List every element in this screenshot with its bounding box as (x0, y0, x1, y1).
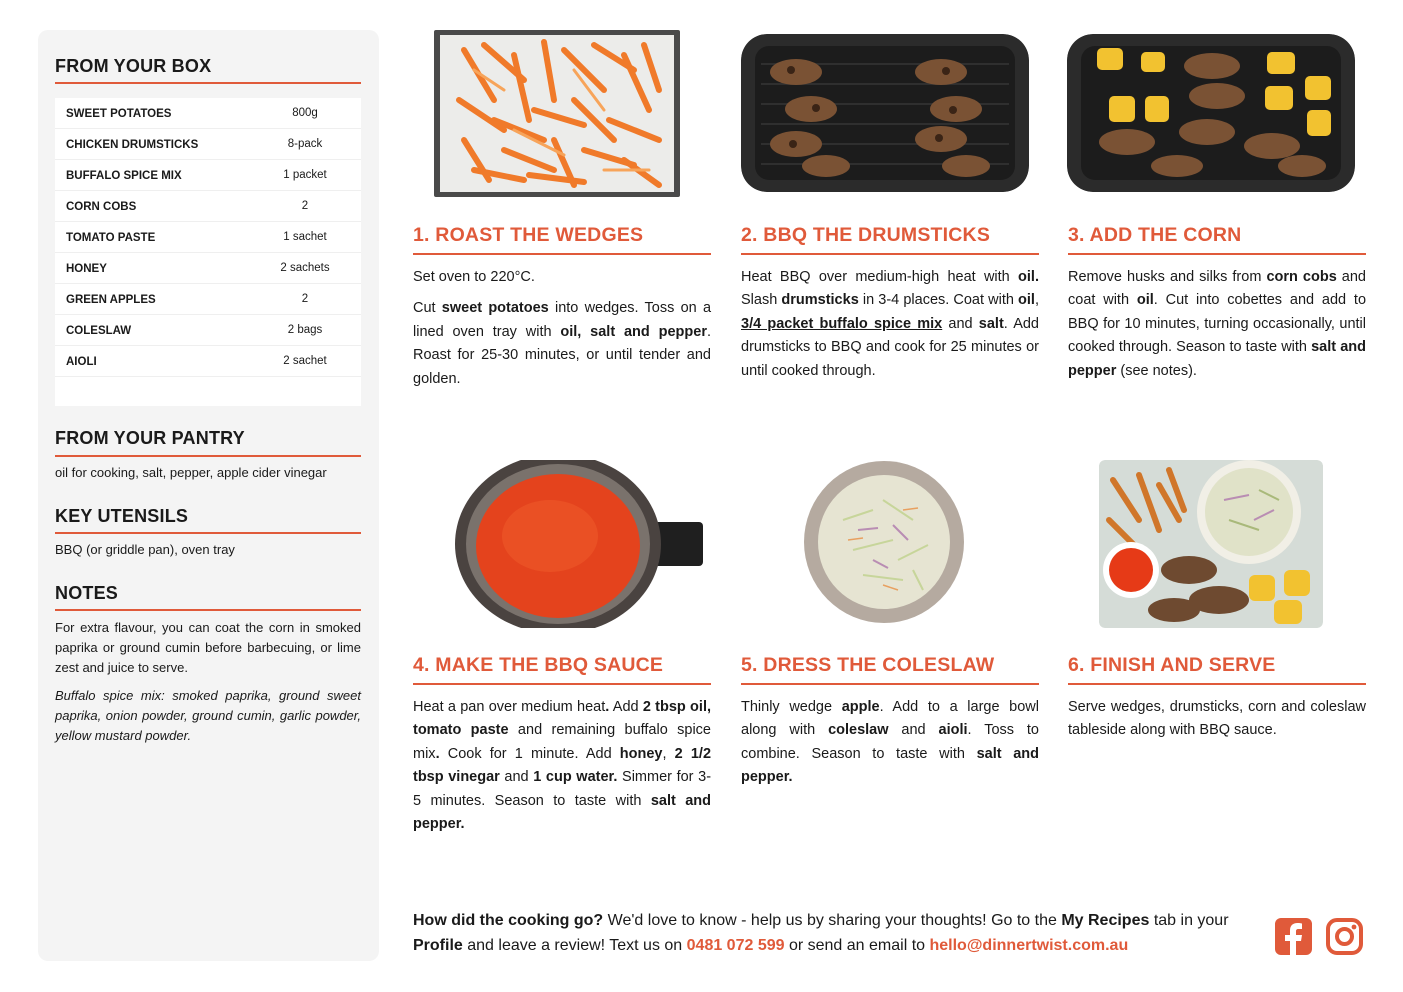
step-divider (741, 683, 1039, 685)
step-4-title: 4. MAKE THE BBQ SAUCE (413, 654, 664, 676)
table-row: GREEN APPLES 2 (55, 284, 361, 315)
table-row: SWEET POTATOES 800g (55, 98, 361, 129)
bbq-sauce-photo (455, 460, 703, 628)
step-5-instructions: Thinly wedge apple. Add to a large bowl along with coleslaw and aioli. Toss to combine. Season to taste with salt and pepper. (741, 699, 1040, 786)
table-row: CORN COBS 2 (55, 191, 361, 222)
step-divider (1068, 253, 1366, 255)
step-3-title: 3. ADD THE CORN (1068, 224, 1242, 246)
from-your-box-title: FROM YOUR BOX (55, 56, 212, 76)
facebook-icon[interactable] (1275, 918, 1312, 955)
title-divider (55, 532, 361, 534)
table-row: AIOLI 2 sachet (55, 346, 361, 377)
step-6-instructions: Serve wedges, drumsticks, corn and coleslaw tableside along with BBQ sauce. (1068, 699, 1366, 739)
table-row: COLESLAW 2 bags (55, 315, 361, 346)
box-ingredients-table (55, 98, 361, 406)
step-divider (741, 253, 1039, 255)
step-4-instructions: Heat a pan over medium heat. Add 2 tbsp oil, tomato paste and remaining buffalo spice mix. Cook for 1 minute. Add honey, 2 1/2 tbsp vinegar and 1 cup water. Simmer for 3-5 minutes. Season to taste with salt and pepper. (413, 699, 712, 833)
step-3-instructions: Remove husks and silks from corn cobs and coat with oil. Cut into cobettes and add to BBQ for 10 minutes, turning occasionally, until cooked through. Season to taste with salt and pepper (see notes). (1068, 269, 1367, 379)
step-6-title: 6. FINISH AND SERVE (1068, 654, 1276, 676)
utensils-text: BBQ (or griddle pan), oven tray (55, 542, 235, 557)
bbq-drumsticks-photo (741, 34, 1029, 192)
step-2-instructions: Heat BBQ over medium-high heat with oil. Slash drumsticks in 3-4 places. Coat with oil, 3/4 packet buffalo spice mix and salt. Add drumsticks to BBQ and cook for 25 minutes or until cooked through. (741, 269, 1039, 379)
step-1-instructions: Set oven to 220°C. Cut sweet potatoes into wedges. Toss on a lined oven tray with oil, salt and pepper. Roast for 25-30 minutes, or until tender and golden. (413, 269, 712, 387)
profile-link[interactable]: Profile (413, 937, 463, 954)
table-row: HONEY 2 sachets (55, 253, 361, 284)
table-row: CHICKEN DRUMSTICKS 8-pack (55, 129, 361, 160)
step-2-title: 2. BBQ THE DRUMSTICKS (741, 224, 991, 246)
step-5-title: 5. DRESS THE COLESLAW (741, 654, 995, 676)
instagram-icon[interactable] (1326, 918, 1363, 955)
notes-text: For extra flavour, you can coat the corn in smoked paprika or ground cumin before barbecuing, or lime zest and juice to serve. (55, 620, 361, 675)
pantry-text: oil for cooking, salt, pepper, apple cider vinegar (55, 465, 327, 480)
step-divider (1068, 683, 1366, 685)
from-your-pantry-title: FROM YOUR PANTRY (55, 428, 245, 448)
title-divider (55, 455, 361, 457)
notes-title: NOTES (55, 583, 119, 603)
finish-serve-photo (1099, 460, 1323, 628)
step-divider (413, 683, 711, 685)
title-divider (55, 82, 361, 84)
ingredients-sidebar (38, 30, 379, 961)
step-1-title: 1. ROAST THE WEDGES (413, 224, 644, 246)
spice-mix-note: Buffalo spice mix: smoked paprika, ground sweet paprika, onion powder, ground cumin, garlic powder, yellow mustard powder. (55, 688, 361, 743)
table-row: BUFFALO SPICE MIX 1 packet (55, 160, 361, 191)
roast-wedges-photo (434, 30, 680, 197)
phone-link[interactable]: 0481 072 599 (686, 937, 785, 954)
email-link[interactable]: hello@dinnertwist.com.au (929, 937, 1129, 954)
table-row: TOMATO PASTE 1 sachet (55, 222, 361, 253)
feedback-footer: How did the cooking go? We'd love to know - help us by sharing your thoughts! Go to the My Recipes tab in your Profile and leave a review! Text us on 0481 072 599 or send an email to hello@dinnertwist.com.au (413, 912, 1229, 954)
key-utensils-title: KEY UTENSILS (55, 506, 189, 526)
my-recipes-link[interactable]: My Recipes (1061, 912, 1150, 929)
coleslaw-photo (803, 460, 965, 624)
step-divider (413, 253, 711, 255)
title-divider (55, 609, 361, 611)
add-corn-photo (1067, 34, 1355, 192)
